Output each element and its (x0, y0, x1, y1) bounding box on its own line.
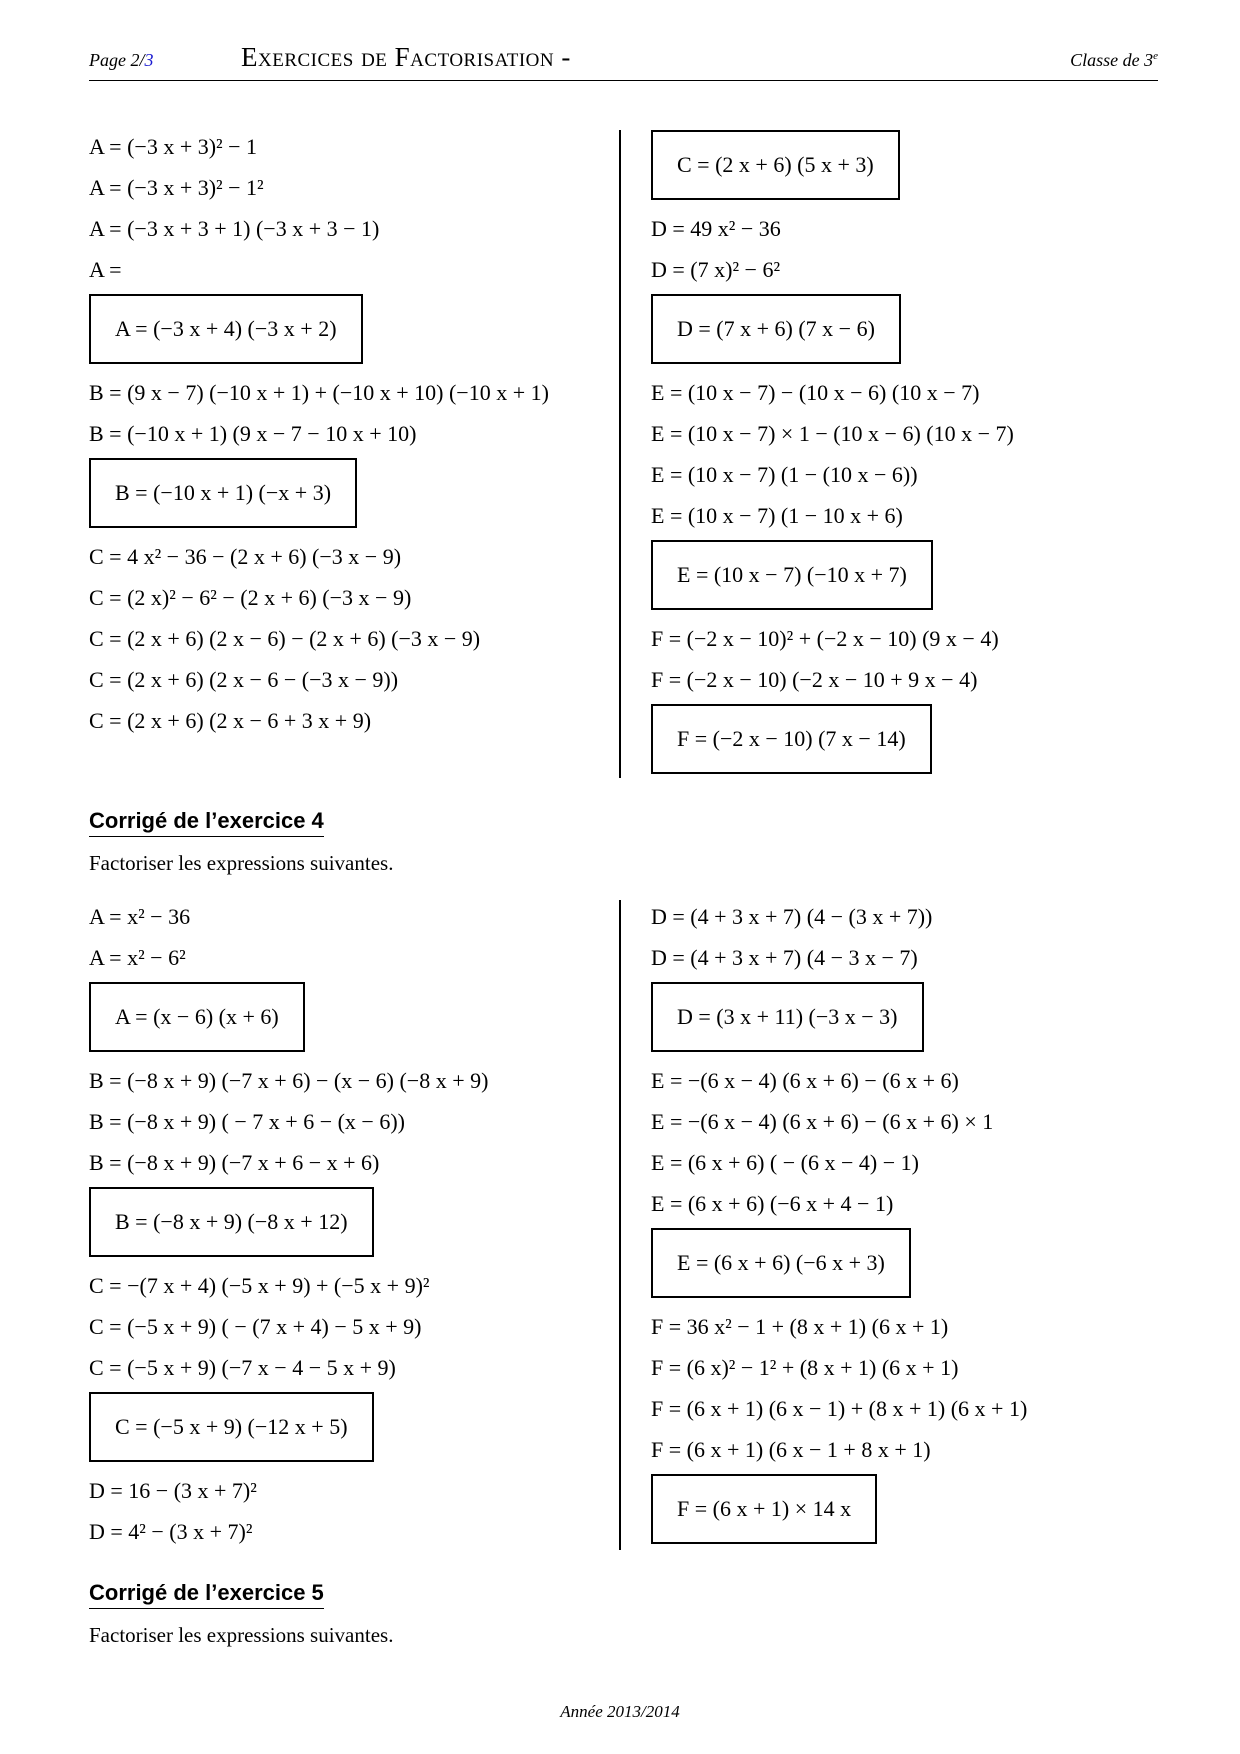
equation-line (651, 1388, 1027, 1429)
boxed-result-row (651, 536, 1014, 618)
equation-line (651, 1306, 1027, 1347)
boxed-result: F = (6 x + 1) × 14 x (651, 1474, 877, 1544)
equation-text: C = (2 x + 6) (2 x − 6) − (2 x + 6) (−3 x − 9) (89, 626, 481, 651)
equation-line (89, 413, 549, 454)
equation-text: E = −(6 x − 4) (6 x + 6) − (6 x + 6) (651, 1068, 959, 1093)
equation-line (651, 1060, 1027, 1101)
equation-line (651, 1347, 1027, 1388)
equation-line (651, 1101, 1027, 1142)
section1-right-column (651, 126, 1014, 782)
section1-left-column (89, 126, 549, 741)
equation-text: B = (−10 x + 1) (9 x − 7 − 10 x + 10) (89, 421, 417, 446)
boxed-result-row (89, 290, 549, 372)
equation-text: C = (−5 x + 9) (−7 x − 4 − 5 x + 9) (89, 1355, 396, 1380)
page-header (89, 40, 1158, 81)
equation-text: B = (−8 x + 9) (−7 x + 6) − (x − 6) (−8 x + 9) (89, 1068, 489, 1093)
equation-line (89, 659, 549, 700)
equation-text: C = (2 x + 6) (2 x − 6 − (−3 x − 9)) (89, 667, 399, 692)
equation-text: A = (−3 x + 3)² − 1 (89, 134, 258, 159)
equation-line (89, 167, 549, 208)
equation-line (89, 700, 549, 741)
equation-text: C = (−5 x + 9) ( − (7 x + 4) − 5 x + 9) (89, 1314, 422, 1339)
boxed-result: C = (−5 x + 9) (−12 x + 5) (89, 1392, 374, 1462)
equation-text: D = (4 + 3 x + 7) (4 − 3 x − 7) (651, 945, 918, 970)
equation-text: E = (6 x + 6) (−6 x + 4 − 1) (651, 1191, 894, 1216)
equation-text: C = 4 x² − 36 − (2 x + 6) (−3 x − 9) (89, 544, 402, 569)
equation-line (89, 577, 549, 618)
equation-text: F = (6 x + 1) (6 x − 1) + (8 x + 1) (6 x + 1) (651, 1396, 1028, 1421)
boxed-result: D = (3 x + 11) (−3 x − 3) (651, 982, 924, 1052)
equation-line (651, 896, 1027, 937)
equation-line (89, 937, 488, 978)
equation-line (89, 249, 549, 290)
equation-line (89, 1306, 488, 1347)
equation-text: E = −(6 x − 4) (6 x + 6) − (6 x + 6) × 1 (651, 1109, 994, 1134)
boxed-result: B = (−8 x + 9) (−8 x + 12) (89, 1187, 374, 1257)
equation-text: D = 49 x² − 36 (651, 216, 781, 241)
page-footer: Année 2013/2014 (560, 1702, 680, 1721)
equation-text: A = (−3 x + 3)² − 1² (89, 175, 264, 200)
equation-text: D = (4 + 3 x + 7) (4 − (3 x + 7)) (651, 904, 933, 929)
boxed-result-row (89, 1388, 488, 1470)
equation-text: E = (10 x − 7) (1 − (10 x − 6)) (651, 462, 918, 487)
boxed-result: F = (−2 x − 10) (7 x − 14) (651, 704, 932, 774)
equation-line (89, 1265, 488, 1306)
equation-text: E = (10 x − 7) − (10 x − 6) (10 x − 7) (651, 380, 980, 405)
equation-text: B = (−8 x + 9) (−7 x + 6 − x + 6) (89, 1150, 380, 1175)
equation-line (89, 896, 488, 937)
boxed-result: D = (7 x + 6) (7 x − 6) (651, 294, 901, 364)
equation-line (89, 208, 549, 249)
boxed-result: B = (−10 x + 1) (−x + 3) (89, 458, 357, 528)
equation-text: A = (89, 257, 122, 282)
equation-line (651, 1429, 1027, 1470)
page-number-prefix: Page 2/ (89, 50, 145, 70)
equation-line (651, 413, 1014, 454)
equation-text: E = (6 x + 6) ( − (6 x − 4) − 1) (651, 1150, 919, 1175)
equation-line (89, 1060, 488, 1101)
boxed-result-row (651, 700, 1014, 782)
equation-line (651, 659, 1014, 700)
boxed-result: E = (10 x − 7) (−10 x + 7) (651, 540, 933, 610)
equation-line (651, 454, 1014, 495)
boxed-result: E = (6 x + 6) (−6 x + 3) (651, 1228, 911, 1298)
equation-line (89, 618, 549, 659)
equation-text: A = x² − 6² (89, 945, 186, 970)
class-label-sup: e (1153, 50, 1158, 62)
equation-text: D = 16 − (3 x + 7)² (89, 1478, 257, 1503)
boxed-result-row (89, 978, 488, 1060)
page-total-link[interactable]: 3 (144, 50, 154, 70)
equation-text: B = (−8 x + 9) ( − 7 x + 6 − (x − 6)) (89, 1109, 405, 1134)
equation-line (89, 1470, 488, 1511)
class-label (1070, 50, 1158, 71)
equation-text: A = x² − 36 (89, 904, 191, 929)
boxed-result-row (651, 126, 1014, 208)
equation-text: C = −(7 x + 4) (−5 x + 9) + (−5 x + 9)² (89, 1273, 430, 1298)
boxed-result-row (651, 1224, 1027, 1306)
document-title: Exercices de Factorisation - (241, 42, 571, 72)
equation-text: B = (9 x − 7) (−10 x + 1) + (−10 x + 10) (−10 x + 1) (89, 380, 549, 405)
equation-line (89, 1347, 488, 1388)
exercise5-intro: Factoriser les expressions suivantes. (89, 1623, 394, 1647)
equation-line (89, 126, 549, 167)
equation-text: D = 4² − (3 x + 7)² (89, 1519, 253, 1544)
boxed-result-row (89, 454, 549, 536)
equation-line (651, 937, 1027, 978)
equation-text: F = (6 x + 1) (6 x − 1 + 8 x + 1) (651, 1437, 931, 1462)
equation-text: C = (2 x)² − 6² − (2 x + 6) (−3 x − 9) (89, 585, 412, 610)
equation-line (89, 1101, 488, 1142)
equation-text: F = (−2 x − 10) (−2 x − 10 + 9 x − 4) (651, 667, 978, 692)
equation-line (89, 1511, 488, 1552)
equation-line (651, 249, 1014, 290)
equation-text: F = (−2 x − 10)² + (−2 x − 10) (9 x − 4) (651, 626, 999, 651)
boxed-result-row (651, 978, 1027, 1060)
equation-line (651, 495, 1014, 536)
boxed-result: A = (x − 6) (x + 6) (89, 982, 305, 1052)
boxed-result-row (651, 1470, 1027, 1552)
exercise4-heading: Corrigé de l’exercice 4 (89, 808, 324, 837)
equation-line (651, 1142, 1027, 1183)
equation-line (651, 372, 1014, 413)
equation-line (89, 1142, 488, 1183)
class-label-text: Classe de 3 (1070, 50, 1154, 70)
equation-text: E = (10 x − 7) (1 − 10 x + 6) (651, 503, 903, 528)
equation-text: A = (−3 x + 3 + 1) (−3 x + 3 − 1) (89, 216, 380, 241)
boxed-result-row (89, 1183, 488, 1265)
boxed-result-row (651, 290, 1014, 372)
boxed-result: C = (2 x + 6) (5 x + 3) (651, 130, 900, 200)
equation-text: D = (7 x)² − 6² (651, 257, 781, 282)
column-divider (619, 900, 621, 1550)
exercise4-intro: Factoriser les expressions suivantes. (89, 851, 394, 875)
equation-line (89, 536, 549, 577)
page-number (89, 50, 154, 71)
exercise4-right-column (651, 896, 1027, 1552)
equation-text: F = 36 x² − 1 + (8 x + 1) (6 x + 1) (651, 1314, 949, 1339)
exercise5-heading: Corrigé de l’exercice 5 (89, 1580, 324, 1609)
equation-line (651, 208, 1014, 249)
equation-text: C = (2 x + 6) (2 x − 6 + 3 x + 9) (89, 708, 372, 733)
column-divider (619, 130, 621, 778)
equation-line (651, 618, 1014, 659)
equation-text: F = (6 x)² − 1² + (8 x + 1) (6 x + 1) (651, 1355, 959, 1380)
boxed-result: A = (−3 x + 4) (−3 x + 2) (89, 294, 363, 364)
exercise4-left-column (89, 896, 488, 1552)
equation-text: E = (10 x − 7) × 1 − (10 x − 6) (10 x − 7) (651, 421, 1014, 446)
equation-line (89, 372, 549, 413)
equation-line (651, 1183, 1027, 1224)
